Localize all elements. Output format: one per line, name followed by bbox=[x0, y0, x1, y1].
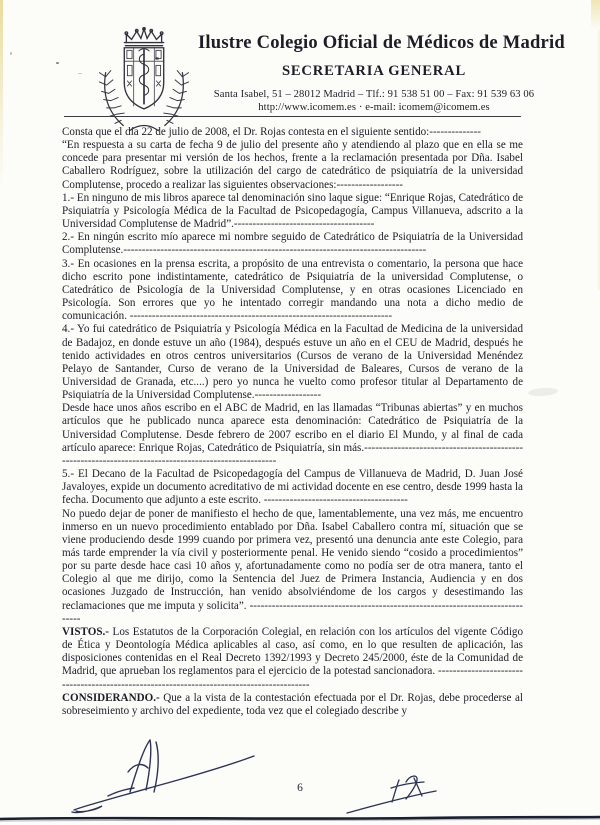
body-paragraph bbox=[62, 626, 523, 692]
body-paragraph bbox=[62, 508, 523, 626]
paragraph-text: 5.- El Decano de la Facultad de Psicopedagogía del Campus de Villanueva de Madrid, D. Juan José Javaloyes, expide un documento acreditativo de mi actividad docente en ese centro, desde 1999 hasta la fecha. Documento que adjunto a este escrito. --------------------------------------- bbox=[62, 468, 523, 507]
department-title: SECRETARIA GENERAL bbox=[281, 63, 467, 79]
handwritten-initials-icon bbox=[344, 770, 444, 816]
document-body bbox=[62, 126, 523, 718]
body-paragraph bbox=[62, 468, 523, 507]
scan-speck bbox=[78, 73, 82, 74]
body-paragraph bbox=[62, 692, 523, 718]
paragraph-text: Consta que el día 22 de julio de 2008, el Dr. Rojas contesta en el siguiente sentido:-------------- bbox=[62, 126, 481, 138]
paragraph-text: 4.- Yo fui catedrático de Psiquiatría y Psicología Médica en la Facultad de Medicina de la universidad de Badajoz, en donde estuve un año (1984), después estuve un año en el CEU de Madrid, después he tenido actividades en otros centros universitarios (Cursos de verano de la Universidad Menéndez Pelayo de Santander, Curso de verano de la Universidad de Baleares, Cursos de verano de la Universidad de Granada, etc....) pero yo nunca he vuelto como profesor titular al Departamento de Psiquiatría de la Universidad Complutense.------------------ bbox=[62, 323, 523, 402]
scan-smudge bbox=[528, 387, 558, 397]
scan-corner-top-right bbox=[591, 0, 600, 30]
scan-edge-left bbox=[0, 0, 3, 190]
coat-of-arms-icon bbox=[91, 27, 197, 139]
paragraph-lead: VISTOS.- bbox=[62, 625, 109, 638]
contact-line: http://www.icomem.es · e-mail: icomem@icomem.es bbox=[258, 102, 490, 113]
scan-speck bbox=[10, 52, 12, 55]
body-paragraph bbox=[62, 192, 523, 231]
handwritten-signature-icon bbox=[68, 736, 260, 818]
paragraph-text: Los Estatutos de la Corporación Colegial, en relación con los artículos del vigente Código de Ética y Deontología Médica aplicables al caso, así como, en lo que resulten de aplicación, las disposiciones contenidas en el Real Decreto 1392/1993 y Decreto 245/2000, éste de la Comunidad de Madrid, que aprueban los reglamentos para el ejercicio de la potestad sancionadora. ------------------------------------------------------------------------------------------ bbox=[62, 625, 523, 691]
paragraph-text: 3.- En ocasiones en la prensa escrita, a propósito de una entrevista o comentario, la persona que hace dicho escrito pone indistintamente, catedrático de Psiquiatría de la universidad Complutense, o Catedrático de Psicología de la Universidad Complutense, y en otras ocasiones Licenciado en Psicología. Son errores que yo he intentado corregir mandando una nota a dicho medio de comunicación. ----------------------------------------------------------------------- bbox=[62, 257, 523, 323]
body-paragraph bbox=[62, 258, 523, 324]
paragraph-text: “En respuesta a su carta de fecha 9 de julio del presente año y atendiendo al plazo que en ella se me concede para presentar mi versión de los hechos, frente a la reclamación presentada por Dña. Isabel Caballero Rodríguez, sobre la utilización del cargo de catedrático de psiquiatría de la universidad Complutense, procedo a realizar las siguientes observaciones:------------------ bbox=[62, 139, 523, 191]
body-paragraph bbox=[62, 139, 523, 192]
paragraph-text: 1.- En ninguno de mis libros aparece tal denominación sino laque sigue: “Enrique Rojas, Catedrático de Psiquiatría y Psicología Médica de la Facultad de Psicopedagogía, Campus Villanueva, adscrito a la Universidad Complutense de Madrid”.-------------------------------------- bbox=[62, 191, 523, 231]
paragraph-text: No puedo dejar de poner de manifiesto el hecho de que, lamentablemente, una vez más, me encuentro inmerso en un nuevo procedimiento entablado por Dña. Isabel Caballero contra mí, situación que se viene produciendo desde 1999 cuando por primera vez, presentó una denuncia ante este Colegio, para más tarde emprender la vía civil y posteriormente penal. He venido siendo “cosido a procedimientos” por su parte desde hace casi 10 años y, afortunadamente como no podía ser de otra manera, tanto el Colegio al que me dirijo, como la Sentencia del Juez de Primera Instancia, Audiencia y en dos ocasiones Juzgado de Instrucción, han venido absolviéndome de los cargos y desestimando las reclamaciones que me imputa y solicita”. ------------------------------------------------------------------------------- bbox=[62, 507, 523, 625]
body-paragraph bbox=[62, 126, 523, 139]
scan-speck bbox=[56, 62, 59, 64]
body-paragraph bbox=[62, 402, 523, 468]
body-paragraph bbox=[62, 323, 523, 402]
body-paragraph bbox=[62, 231, 523, 257]
header-divider bbox=[64, 116, 521, 117]
paragraph-text: Desde hace unos años escribo en el ABC de Madrid, en las llamadas “Tribunas abiertas” y en muchos artículos que he publicado nunca aparece esta denominación: Catedrático de Psiquiatría de la Universidad Complutense. Desde febrero de 2007 escribo en el diario El Mundo, y al final de cada artículo aparece: Enrique Rojas, Catedrático de Psiquiatría, sin más.----------------------------------------------------------------------------------------------------- bbox=[62, 402, 523, 467]
paragraph-text: 2.- En ningún escrito mío aparece mi nombre seguido de Catedrático de Psiquiatría de la Universidad Complutense.---------------------------------------------------------------------------------- bbox=[62, 231, 523, 257]
paragraph-text: Que a la vista de la contestación efectuada por el Dr. Rojas, debe procederse al sobreseimiento y archivo del expediente, toda vez que el colegiado describe y bbox=[62, 691, 523, 717]
org-name: Ilustre Colegio Oficial de Médicos de Madrid bbox=[198, 32, 565, 53]
paragraph-lead: CONSIDERANDO.- bbox=[62, 691, 160, 704]
scan-bottom-edge bbox=[0, 811, 600, 825]
address-line: Santa Isabel, 51 – 28012 Madrid – Tlf.: 91 538 51 00 – Fax: 91 539 63 06 bbox=[213, 89, 535, 100]
page-number: 6 bbox=[297, 782, 303, 794]
